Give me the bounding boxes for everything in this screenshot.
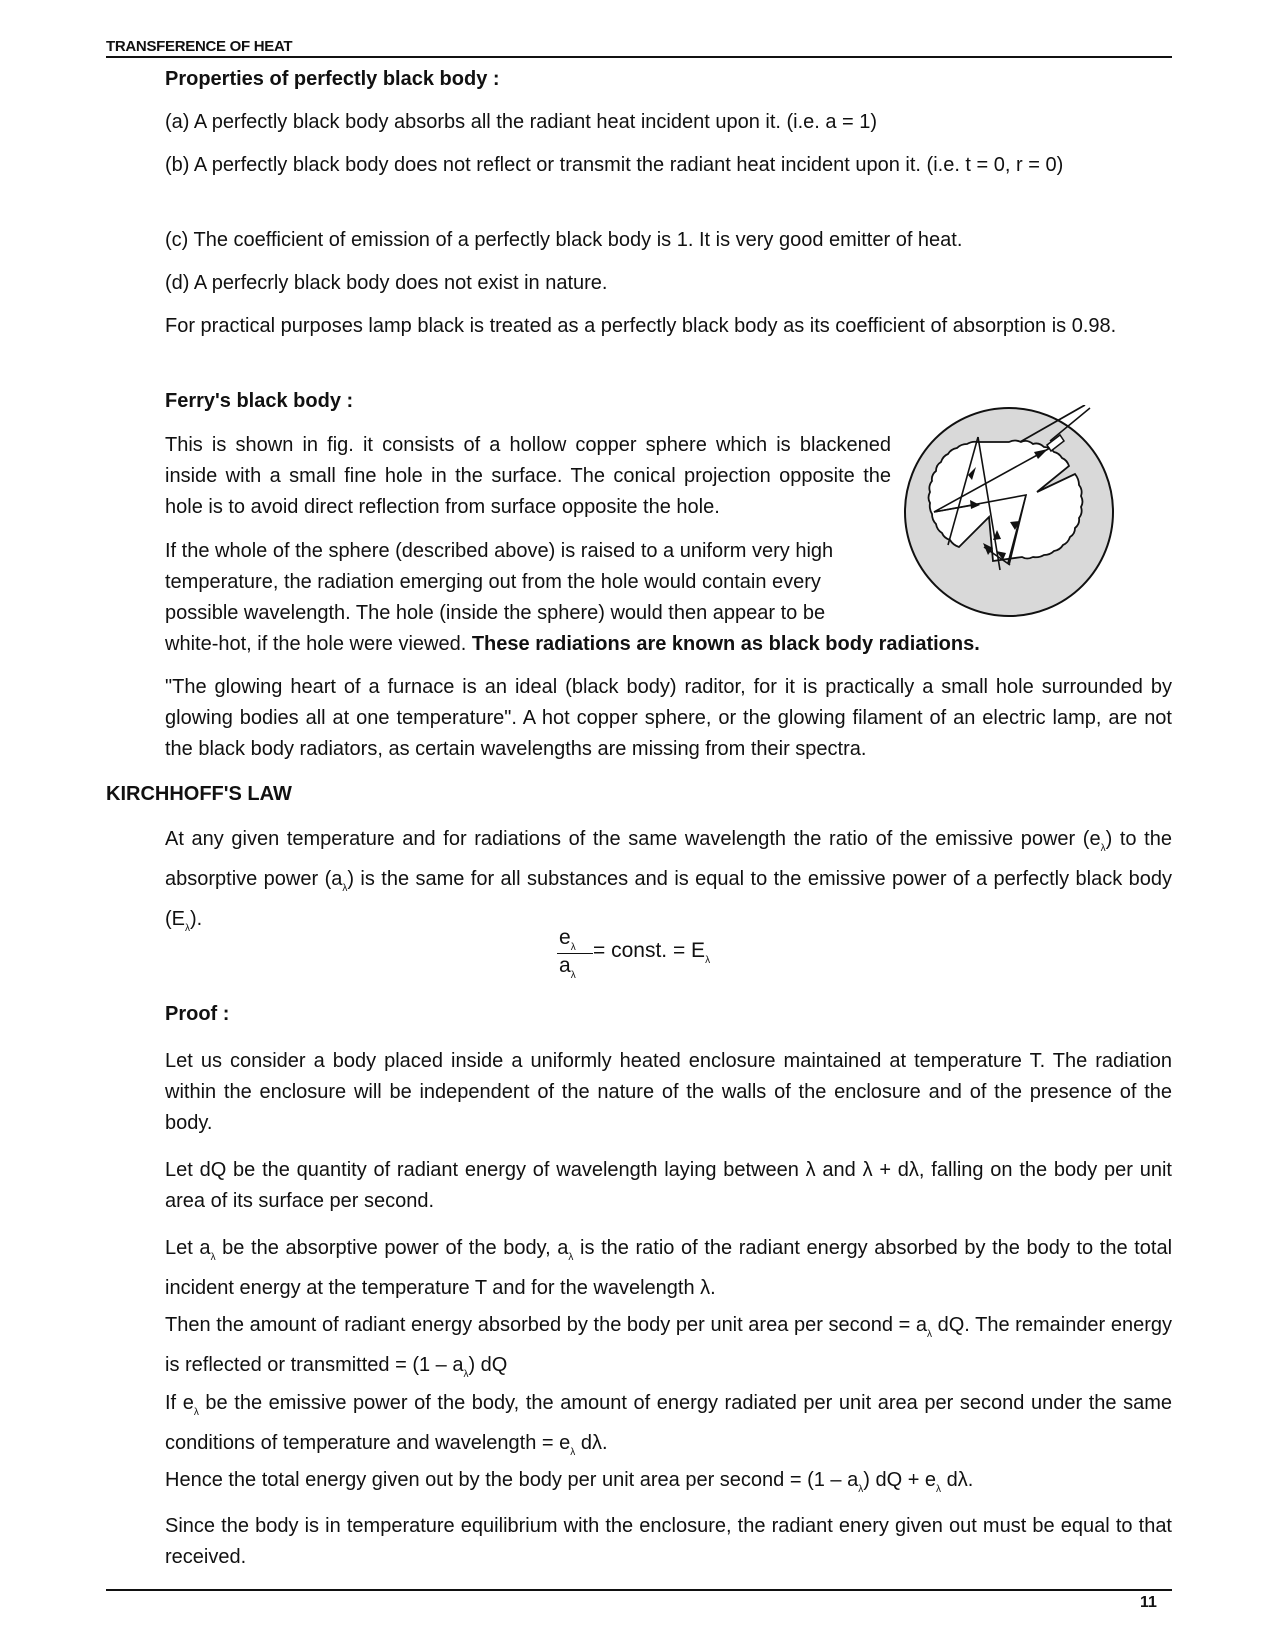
property-c: (c) The coefficient of emission of a perfectly black body is 1. It is very good emitter of heat.: [165, 229, 963, 251]
formula-rhs: = const. = $E_\lambda$: [593, 939, 711, 966]
proof-heading: Proof :: [165, 1003, 230, 1025]
furnace-quote: "The glowing heart of a furnace is an ideal (black body) raditor, for it is practically a small hole surrounded by glowing bodies all at one temperature". A hot copper sphere, or the glowing filament of an electric lamp, are not the black body radiators, as certain wavelengths are missing from their spectra.: [165, 676, 1172, 760]
proof-para-1: Let us consider a body placed inside a uniformly heated enclosure maintained at temperature T. The radiation within the enclosure will be independent of the nature of the walls of the enclosure and of the presence of the body.: [165, 1050, 1172, 1134]
lambda-subscript: λ: [1100, 843, 1106, 854]
ferry-heading: Ferry's black body :: [165, 390, 354, 412]
fraction-numerator: $e_\lambda$: [559, 926, 576, 953]
ferry-para-2-last: [165, 629, 1172, 660]
statement-text: ).: [190, 908, 203, 930]
ferry-para-1: This is shown in fig. it consists of a hollow copper sphere which is blackened inside with a small fine hole in the surface. The conical projection opposite the hole is to avoid direct reflection from surface opposite the hole.: [165, 434, 891, 518]
property-d: (d) A perfecrly black body does not exist in nature.: [165, 272, 608, 294]
kirchhoff-heading: KIRCHHOFF'S LAW: [106, 783, 292, 805]
ferry-para-2: [165, 536, 891, 629]
kirchhoff-statement: [165, 824, 1172, 944]
properties-heading: Properties of perfectly black body :: [165, 68, 500, 90]
proof-para-2: Let dQ be the quantity of radiant energy of wavelength laying between λ and λ + dλ, falling on the body per unit area of its surface per second.: [165, 1159, 1172, 1212]
statement-text: At any given temperature and for radiations of the same wavelength the ratio of the emissive power (e: [165, 828, 1101, 850]
ferry-para-2-text: white-hot, if the hole were viewed.: [165, 633, 467, 655]
statement-text: ) is the same for all substances and is equal to the emissive power of a perfectly black body (E: [165, 868, 1172, 930]
lambda-subscript: λ: [185, 923, 190, 934]
proof-para-5: If $e_\lambda$ be the emissive power of the body, the amount of energy radiated per unit area per second under the same conditions of temperature and wavelength = $e_\lambda$ dλ.: [165, 1392, 1173, 1458]
footer-rule: [106, 1589, 1172, 1591]
property-a: (a) A perfectly black body absorbs all the radiant heat incident upon it. (i.e. a = 1): [165, 111, 878, 133]
practical-note: For practical purposes lamp black is treated as a perfectly black body as its coefficient of absorption is 0.98.: [165, 315, 1117, 337]
proof-para-4: Then the amount of radiant energy absorbed by the body per unit area per second = $a_\lambda$ dQ. The remainder energy is reflected or transmitted = $(1 - a_\lambda)$ dQ: [165, 1314, 1172, 1380]
black-body-radiation-emphasis: These radiations are known as black body radiations.: [471, 633, 980, 655]
proof-para-7: Since the body is in temperature equilibrium with the enclosure, the radiant enery given out must be equal to that received.: [165, 1515, 1172, 1568]
fraction-denominator: $a_\lambda$: [559, 954, 576, 981]
ferry-black-body-diagram: [900, 405, 1160, 625]
proof-para-6: Hence the total energy given out by the body per unit area per second = $(1 - a_\lambda)$ dQ + $e_\lambda$ dλ.: [165, 1469, 974, 1495]
property-b: (b) A perfectly black body does not reflect or transmit the radiant heat incident upon it. (i.e. t = 0, r = 0): [165, 154, 1064, 176]
statement-text: ) to the absorptive power (a: [165, 828, 1172, 890]
lambda-subscript: λ: [342, 883, 348, 894]
ferry-para-2-line: possible wavelength. The hole (inside the sphere) would then appear to be: [165, 602, 826, 624]
page-number: 11: [1140, 1594, 1157, 1611]
ferry-para-2-line: If the whole of the sphere (described above) is raised to a uniform very high: [165, 540, 834, 562]
ferry-para-2-line: temperature, the radiation emerging out from the hole would contain every: [165, 571, 821, 593]
proof-para-3: Let $a_\lambda$ be the absorptive power of the body, $a_\lambda$ is the ratio of the radiant energy absorbed by the body to the total incident energy at the temperature T and for the wavelength λ.: [165, 1237, 1173, 1299]
header-rule: [106, 56, 1172, 58]
running-title: TRANSFERENCE OF HEAT: [106, 38, 293, 55]
